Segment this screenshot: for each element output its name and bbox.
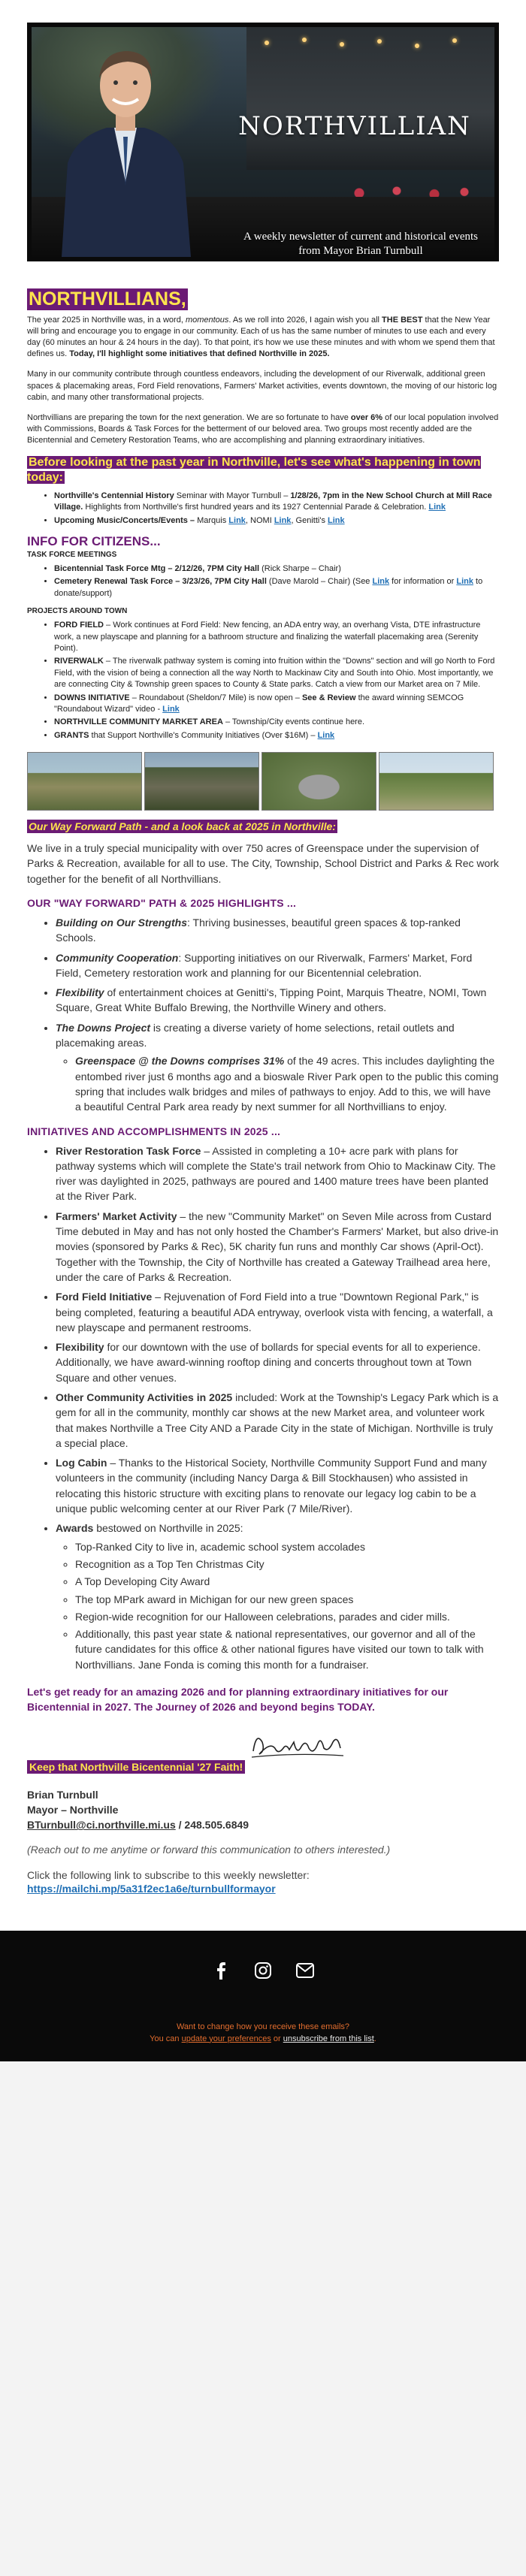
award-item: ◦ The top MPark award in Michigan for our new green spaces	[75, 1592, 499, 1607]
photo-roundabout	[261, 752, 376, 811]
main-content	[0, 281, 526, 1922]
reach-out-note: (Reach out to me anytime or forward this communication to others interested.)	[27, 1843, 391, 1856]
initiatives-list	[27, 1143, 499, 1673]
keep-faith-banner: Keep that Northville Bicentennial '27 Faith!	[27, 1760, 245, 1774]
list-item: • DOWNS INITIATIVE – Roundabout (Sheldon/7 Mile) is now open – See & Review the award winning SEMCOG "Roundabout Wizard" video - Link	[54, 693, 499, 716]
list-item: • Log Cabin – Thanks to the Historical Society, Northville Community Support Fund and many volunteers in the community (including Nancy Darga & Bill Stockhausen) who assisted in relocating this historic structure with exciting plans to renovate our legacy log cabin to be a unique public welcoming center at our River Park (7 Mile/River).	[56, 1455, 499, 1516]
email-link[interactable]: BTurnbull@ci.northville.mi.us	[27, 1819, 176, 1832]
marquis-link[interactable]: Link	[228, 515, 246, 525]
hero-section	[0, 0, 526, 281]
list-item: • Community Cooperation: Supporting initiatives on our Riverwalk, Farmers' Market, Ford Field, Cemetery restoration work and planning for our Bicentennial celebration.	[56, 950, 499, 981]
facebook-icon[interactable]	[211, 1961, 231, 1980]
intro-paragraph-1: The year 2025 in Northville was, in a word, momentous. As we roll into 2026, I again wish you all THE BEST that the New Year will bring and encourage you to engage in our community. Each of us has the same number of minutes to use each and every day (60 minutes an hour & 24 hours in the day). To that point, it's how we use these minutes and with whom we spend them that defines us. Today, I'll highlight some initiatives that defined Northville in 2025.	[27, 315, 495, 359]
list-item: • FORD FIELD – Work continues at Ford Field: New fencing, an ADA entry way, an overhang Vista, DTE infrastructure work, a new playscape and planning for a bathroom structure and finalizing the waterfall placemaking area (Serenity Point).	[54, 620, 499, 654]
signer-block	[27, 1787, 499, 1833]
subscribe-text: Click the following link to subscribe to this weekly newsletter:	[27, 1868, 310, 1881]
subscribe-link[interactable]: https://mailchi.mp/5a31f2ec1a6e/turnbullformayor	[27, 1882, 276, 1895]
footer	[0, 1931, 526, 2061]
intro-paragraph-2: Many in our community contribute through countless endeavors, including the development of our Riverwalk, additional green spaces & placemaking areas, Ford Field renovations, Farmers' Market activities, events downtown, the moving of our historic log cabin, and many other transformational projects.	[27, 370, 497, 402]
email-icon[interactable]	[295, 1961, 315, 1980]
roundabout-link[interactable]: Link	[162, 704, 180, 714]
projects-list	[27, 620, 499, 741]
award-item: ◦ Region-wide recognition for our Halloween celebrations, parades and cider mills.	[75, 1609, 499, 1624]
way-forward-subheading: OUR "WAY FORWARD" PATH & 2025 HIGHLIGHTS ...	[27, 896, 297, 909]
task-force-list	[27, 563, 499, 599]
list-item: • Bicentennial Task Force Mtg – 2/12/26, 7PM City Hall (Rick Sharpe – Chair)	[54, 563, 499, 575]
signer-role: Mayor – Northville	[27, 1803, 119, 1816]
list-item: • Other Community Activities in 2025 included: Work at the Township's Legacy Park which is a gem for all in the community, monthly car shows at the new Market area, and volunteer work that makes Northville a Tree City AND a Parade City in the state of Michigan. Northville is truly a special place.	[56, 1390, 499, 1451]
list-item: • Building on Our Strengths: Thriving businesses, beautiful green spaces & top-ranked Schools.	[56, 915, 499, 946]
signer-name: Brian Turnbull	[27, 1788, 98, 1801]
award-item: ◦ Additionally, this past year state & national representatives, our governor and all of the future candidates for this office & other national figures have visited our town to talk with Northvillians. Jane Fonda is coming this month for a fundraiser.	[75, 1626, 499, 1672]
footer-links: You can update your preferences or unsubscribe from this list.	[150, 2034, 376, 2043]
initiatives-heading: INITIATIVES AND ACCOMPLISHMENTS IN 2025 ...	[27, 1125, 281, 1137]
footer-question: Want to change how you receive these emails?	[176, 2022, 350, 2031]
award-item: ◦ Top-Ranked City to live in, academic school system accolades	[75, 1539, 499, 1554]
list-item: • Flexibility for our downtown with the use of bollards for special events for all to experience. Additionally, we have award-winning rooftop dining and concerts throughout town at Town Square and other venues.	[56, 1339, 499, 1385]
cemetery-donate-link[interactable]: Link	[456, 577, 473, 587]
list-item: • River Restoration Task Force – Assisted in completing a 10+ acre park with plans for pathway systems which will complete the State's trail network from Ohio to Mackinaw City. The river was daylighted in 2025, pathways are poured and 1400 mature trees have been planted at the River Park.	[56, 1143, 499, 1204]
awards-list	[56, 1539, 499, 1672]
award-item: ◦ Recognition as a Top Ten Christmas City	[75, 1557, 499, 1572]
projects-heading: PROJECTS AROUND TOWN	[27, 607, 128, 616]
list-item: • Upcoming Music/Concerts/Events – Marquis Link, NOMI Link, Genitti's Link	[54, 515, 499, 527]
list-item: • Flexibility of entertainment choices at Genitti's, Tipping Point, Marquis Theatre, NOMI, Town Square, Great White Buffalo Brewing, the Northville Winery and others.	[56, 985, 499, 1016]
grants-link[interactable]: Link	[317, 730, 335, 740]
way-forward-heading: Our Way Forward Path - and a look back at 2025 in Northville:	[29, 820, 336, 833]
info-heading: INFO FOR CITIZENS...	[27, 534, 161, 549]
hero-banner	[27, 23, 499, 261]
way-forward-list	[27, 915, 499, 1115]
social-icons	[0, 1961, 526, 1980]
photo-strip	[27, 752, 499, 811]
photo-park	[27, 752, 142, 811]
award-item: ◦ A Top Developing City Award	[75, 1574, 499, 1589]
newsletter-title: NORTHVILLIAN	[238, 111, 471, 141]
list-item: • RIVERWALK – The riverwalk pathway system is coming into fruition within the "Downs" section and will go North to Ford Field, with the vision of being a connection all the way North to Mackinaw City and South into Ohio. Most importantly, we are connecting City & Township green spaces to County & State parks. Catch a view from our Market area on 7 Mile.	[54, 656, 499, 690]
newsletter-subtitle: A weekly newsletter of current and historical events from Mayor Brian Turnbull	[243, 231, 478, 257]
list-item: • The Downs Project is creating a diverse variety of home selections, retail outlets and placemaking areas. ◦ Greenspace @ the Downs comprises 31% of the 49 acres. This includes daylighting the entombed river just 6 months ago and a bioswale River Park open to the public this coming spring that includes walk bridges and miles of pathways to enjoy. Add to this, we will have a beautiful Central Park area ready by next summer for all Northvillians to enjoy.	[56, 1020, 499, 1115]
update-preferences-link[interactable]: update your preferences	[181, 2034, 271, 2043]
photo-downtown	[144, 752, 259, 811]
list-item: • Northville's Centennial History Seminar with Mayor Turnbull – 1/28/26, 7pm in the New School Church at Mill Race Village. Highlights from Northville's first hundred years and its 1927 Centennial Parade & Celebration. Link	[54, 491, 499, 514]
list-item: • GRANTS that Support Northville's Community Initiatives (Over $16M) – Link	[54, 730, 499, 741]
greeting: NORTHVILLIANS,	[29, 288, 186, 310]
seminar-link[interactable]: Link	[428, 503, 446, 512]
nomi-link[interactable]: Link	[274, 515, 292, 525]
greenspace-paragraph: We live in a truly special municipality with over 750 acres of Greenspace under the supervision of Parks & Recreation, available for all to use. The City, Township, School District and Parks & Rec work together for the benefit of all Northvillians.	[27, 842, 499, 885]
list-item: • Cemetery Renewal Task Force – 3/23/26, 7PM City Hall (Dave Marold – Chair) (See Link for information or Link to donate/support)	[54, 576, 499, 599]
signature	[249, 1726, 346, 1763]
today-list	[27, 491, 499, 527]
genittis-link[interactable]: Link	[328, 515, 345, 525]
phone: / 248.505.6849	[175, 1819, 249, 1832]
closing-message: Let's get ready for an amazing 2026 and for planning extraordinary initiatives for our Bicentennial in 2027. The Journey of 2026 and beyond begins TODAY.	[27, 1686, 449, 1714]
list-item: ◦ Greenspace @ the Downs comprises 31% of the 49 acres. This includes daylighting the entombed river just 6 months ago and a bioswale River Park open to the public this coming spring that includes walk bridges and miles of pathways to enjoy. Add to this, we will have a beautiful Central Park area ready by next summer for all Northvillians to enjoy.	[75, 1053, 499, 1114]
today-heading: Before looking at the past year in Northville, let's see what's happening in town today:	[27, 456, 481, 484]
list-item: • Ford Field Initiative – Rejuvenation of Ford Field into a true "Downtown Regional Park," is being completed, featuring a beautiful ADA entryway, overlook vista with fencing, a waterfall, a new playscape and permanent restrooms.	[56, 1289, 499, 1335]
task-force-heading: TASK FORCE MEETINGS	[27, 551, 117, 560]
mayor-portrait	[54, 32, 197, 257]
list-item: • Farmers' Market Activity – the new "Community Market" on Seven Mile across from Custard Time debuted in May and has not only hosted the Chamber's Farmers' Market, but also drive-in movies (sponsored by Parks & Rec), 5K charity fun runs and monthly Car shows (April-Oct). Together with the Township, the City of Northville has created a Gateway Trailhead area here, under the care of Parks & Recreation.	[56, 1209, 499, 1285]
unsubscribe-link[interactable]: unsubscribe from this list	[283, 2034, 374, 2043]
instagram-icon[interactable]	[253, 1961, 273, 1980]
cemetery-info-link[interactable]: Link	[372, 577, 390, 587]
list-item: • NORTHVILLE COMMUNITY MARKET AREA – Township/City events continue here.	[54, 717, 499, 728]
list-item: • Awards bestowed on Northville in 2025: ◦ Top-Ranked City to live in, academic school system accolades ◦ Recognition as a Top Ten Christmas City ◦ A Top Developing City Award ◦ The top MPark award in Michigan for our new green spaces ◦ Region-wide recognition for our Halloween celebrations, parades and cider mills. ◦ Additionally, this past year state & national representatives, our governor and all of the future candidates for this office & other national figures have visited our town to talk with Northvillians. Jane Fonda is coming this month for a fundraiser.	[56, 1521, 499, 1672]
photo-riverwalk	[379, 752, 494, 811]
intro-paragraph-3: Northvillians are preparing the town for the next generation. We are so fortunate to have over 6% of our local population involved with Commissions, Boards & Task Forces for the betterment of our beloved area. Two groups most recently added are the Bicentennial and Cemetery Restoration Teams, who are accomplishing and planning extraordinary initiatives.	[27, 412, 499, 445]
